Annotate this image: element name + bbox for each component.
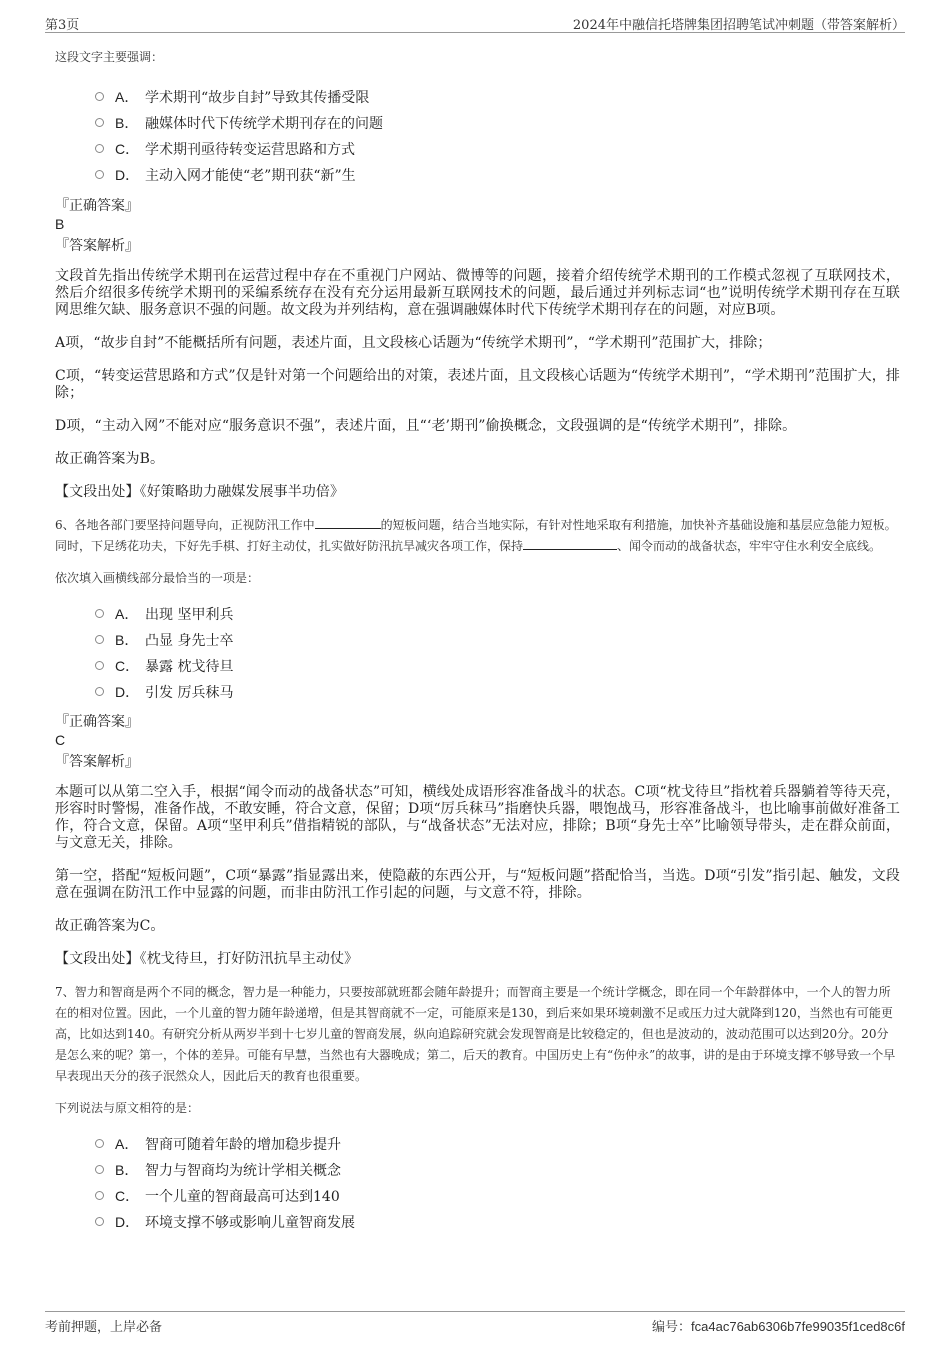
- q6-option-b[interactable]: B． 凸显 身先士卒: [55, 627, 900, 653]
- q5-analysis-para: D项，“主动入网”不能对应“服务意识不强”，表述片面，且“‘老’期刊”偷换概念，文段强调的是“传统学术期刊”，排除。: [55, 418, 797, 434]
- q5-source: 【文段出处】《好策略助力融媒发展事半功倍》: [55, 484, 345, 500]
- q5-conclusion: 故正确答案为B。: [55, 451, 165, 467]
- page-footer: [45, 1311, 905, 1336]
- q7-options: [55, 1131, 900, 1235]
- q6-prompt: 依次填入画横线部分最恰当的一项是：: [55, 571, 260, 585]
- q5-option-c[interactable]: C． 学术期刊亟待转变运营思路和方式: [55, 136, 900, 162]
- radio-icon[interactable]: [95, 92, 104, 101]
- q6-analysis-label: 『答案解析』: [55, 754, 139, 770]
- radio-icon[interactable]: [95, 687, 104, 696]
- document-title: 2024年中融信托塔牌集团招聘笔试冲刺题（带答案解析）: [572, 18, 905, 33]
- q6-option-a[interactable]: A． 出现 坚甲利兵: [55, 601, 900, 627]
- radio-icon[interactable]: [95, 1165, 104, 1174]
- q7-stem: 7、智力和智商是两个不同的概念，智力是一种能力，只要按部就班都会随年龄提升；而智商主要是一个统计学概念，即在同一个年龄群体中，一个人的智力所在的相对位置。因此，一个儿童的智力随年龄递增，但是其智商就不一定，可能原来是130，到后来如果环境刺激不足或压力过大就降到120，当然也有可能更高，比如达到140。有研究分析从两岁半到十七岁儿童的智商发展，纵向追踪研究就会发现智商是比较稳定的，但也是波动的，波动范围可以达到20分。20分是怎么来的呢？第一，个体的差异。可能有早慧，当然也有大器晚成；第二，后天的教育。中国历史上有“伤仲永”的故事，讲的是由于环境支撑不够导致一个早早表现出天分的孩子泯然众人，因此后天的教育也很重要。: [55, 985, 896, 1083]
- fill-blank: [315, 516, 381, 529]
- q7-option-a[interactable]: A． 智商可随着年龄的增加稳步提升: [55, 1131, 900, 1157]
- q6-option-d[interactable]: D． 引发 厉兵秣马: [55, 679, 900, 705]
- q6-conclusion: 故正确答案为C。: [55, 918, 165, 934]
- document-code: 编号：fca4ac76ab6306b7fe99035f1ced8c6f: [652, 1319, 905, 1335]
- q5-options: [55, 84, 900, 188]
- q5-analysis-para: 文段首先指出传统学术期刊在运营过程中存在不重视门户网站、微博等的问题，接着介绍传统学术期刊的工作模式忽视了互联网技术，然后介绍很多传统学术期刊的采编系统存在没有充分运用最新互联网技术的问题，最后通过并列标志词“也”说明传统学术期刊存在互联网思维欠缺、服务意识不强的问题。故文段为并列结构，意在强调融媒体时代下传统学术期刊存在的问题，对应B项。: [55, 268, 900, 318]
- radio-icon[interactable]: [95, 144, 104, 153]
- footer-slogan: 考前押题，上岸必备: [45, 1320, 163, 1335]
- q6-answer-label: 『正确答案』: [55, 714, 139, 730]
- q5-analysis-label: 『答案解析』: [55, 238, 139, 254]
- q5-answer: B: [55, 216, 65, 232]
- q6-source: 【文段出处】《枕戈待旦，打好防汛抗旱主动仗》: [55, 951, 359, 967]
- radio-icon[interactable]: [95, 1217, 104, 1226]
- q5-prompt: 这段文字主要强调：: [55, 50, 164, 64]
- q7-option-b[interactable]: B． 智力与智商均为统计学相关概念: [55, 1157, 900, 1183]
- q5-option-b[interactable]: B． 融媒体时代下传统学术期刊存在的问题: [55, 110, 900, 136]
- fill-blank: [523, 537, 617, 550]
- q5-answer-label: 『正确答案』: [55, 198, 139, 214]
- q7-prompt: 下列说法与原文相符的是：: [55, 1101, 200, 1115]
- page-number: 第3页: [45, 18, 80, 33]
- q5-option-d[interactable]: D． 主动入网才能使“老”期刊获“新”生: [55, 162, 900, 188]
- page-header: [45, 12, 905, 33]
- q7-option-d[interactable]: D． 环境支撑不够或影响儿童智商发展: [55, 1209, 900, 1235]
- radio-icon[interactable]: [95, 1139, 104, 1148]
- radio-icon[interactable]: [95, 1191, 104, 1200]
- radio-icon[interactable]: [95, 661, 104, 670]
- radio-icon[interactable]: [95, 118, 104, 127]
- q6-options: [55, 601, 900, 705]
- radio-icon[interactable]: [95, 170, 104, 179]
- q6-option-c[interactable]: C． 暴露 枕戈待旦: [55, 653, 900, 679]
- q6-analysis-para: 第一空，搭配“短板问题”，C项“暴露”指显露出来，使隐蔽的东西公开，与“短板问题”搭配恰当，当选。D项“引发”指引起、触发，文段意在强调在防汛工作中显露的问题，而非由防汛工作引起的问题，与文意不符，排除。: [55, 868, 900, 901]
- radio-icon[interactable]: [95, 635, 104, 644]
- q6-stem: 6、各地各部门要坚持问题导向，正视防汛工作中 的短板问题，结合当地实际，有针对性地采取有利措施，加快补齐基础设施和基层应急能力短板。同时，下足绣花功夫，下好先手棋、打好主动仗，扎实做好防汛抗旱减灾各项工作，保持 、闻令而动的战备状态，牢牢守住水利安全底线。: [55, 518, 897, 553]
- radio-icon[interactable]: [95, 609, 104, 618]
- q5-analysis-para: C项，“转变运营思路和方式”仅是针对第一个问题给出的对策，表述片面，且文段核心话题为“传统学术期刊”，“学术期刊”范围扩大，排除；: [55, 368, 900, 401]
- q7-option-c[interactable]: C． 一个儿童的智商最高可达到140: [55, 1183, 900, 1209]
- page-content: [55, 45, 900, 1235]
- q5-analysis-para: A项，“故步自封”不能概括所有问题，表述片面，且文段核心话题为“传统学术期刊”，“学术期刊”范围扩大，排除；: [55, 335, 772, 351]
- q6-analysis-para: 本题可以从第二空入手，根据“闻令而动的战备状态”可知，横线处成语形容准备战斗的状态。C项“枕戈待旦”指枕着兵器躺着等待天亮，形容时时警惕，准备作战，不敢安睡，符合文意，保留；D项“厉兵秣马”指磨快兵器，喂饱战马，形容准备战斗，也比喻事前做好准备工作，符合文意，保留。A项“坚甲利兵”借指精锐的部队，与“战备状态”无法对应，排除；B项“身先士卒”比喻领导带头，走在群众前面，与文意无关，排除。: [55, 784, 900, 851]
- q6-answer: C: [55, 732, 66, 748]
- q5-option-a[interactable]: A． 学术期刊“故步自封”导致其传播受限: [55, 84, 900, 110]
